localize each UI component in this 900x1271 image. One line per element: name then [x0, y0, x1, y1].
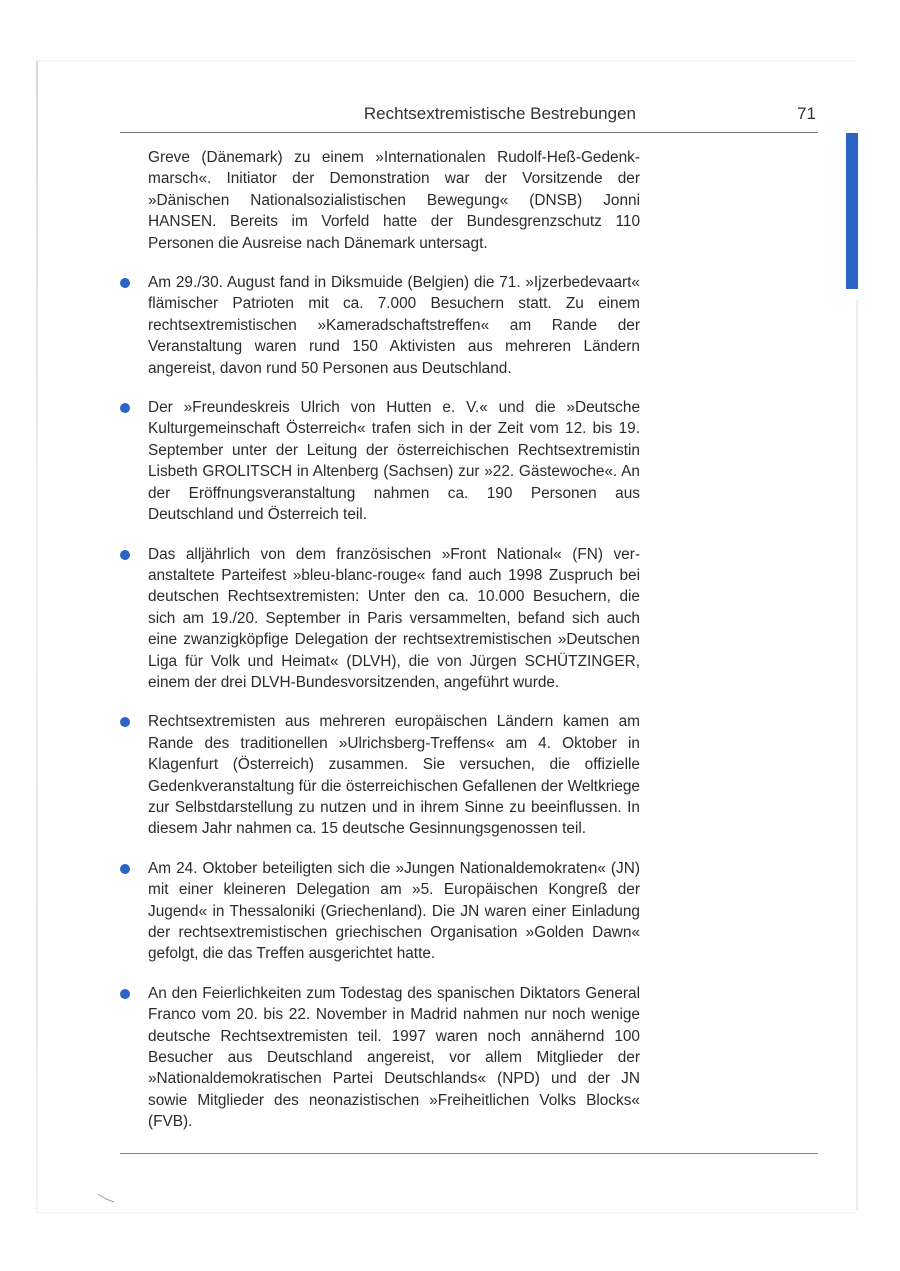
bullet-text-5: Am 24. Oktober beteiligten sich die »Jungen Nationaldemokraten« (JN) mit einer kleineren Delegation am »5. Europäischen Kongreß der Jugend« in Thessaloniki (Griechenland). Die JN waren einer Einladung der rechtsextremistischen griechischen Organisation »Golden Dawn« gefolgt, die das Treffen ausgerichtet hatte. [148, 859, 640, 963]
bullet-item-1 [120, 272, 640, 379]
running-header-title: Rechtsextremistische Bestrebungen [363, 104, 636, 123]
bullet-text-3: Das alljährlich von dem französischen »Front National« (FN) veranstaltete Parteifest »bleu-blanc-rouge« fand auch 1998 Zuspruch bei deutschen Rechtsextremisten: Unter den ca. 10.000 Besuchern, die sich am 19./20. September in Paris versammelten, befand sich auch eine zwanzigköpfige Delegation der rechtsextremistischen »Deutschen Liga für Volk und Heimat« (DLVH), die von Jürgen SCHÜTZINGER, einem der drei DLVH-Bundesvorsitzenden, angeführt wurde. [148, 545, 640, 691]
bullet-text-6: An den Feierlichkeiten zum Todestag des spanischen Diktators General Franco vom 20. bis 22. November in Madrid nahmen nur noch wenige deutsche Rechtsextremisten teil. 1997 waren noch annähernd 100 Besucher aus Deutschland angereist, vor allem Mitglieder der »Nationaldemokratischen Partei Deutschlands« (NPD) und der JN sowie Mitglieder des neonazistischen »Freiheitlichen Volks Blocks« (FVB). [148, 984, 640, 1131]
bullet-dot-icon [120, 550, 130, 560]
chapter-thumb-tab [846, 133, 858, 289]
bullet-text-1: Am 29./30. August fand in Diksmuide (Belgien) die 71. »Ijzerbedevaart« flämischer Patrioten mit ca. 7.000 Besuchern statt. Zu einem rechtsextremistischen »Kameradschaftstreffen« am Rande der Veranstaltung waren rund 150 Aktivisten aus mehreren Ländern angereist, davon rund 50 Personen aus Deutschland. [148, 274, 640, 377]
bullet-dot-icon [120, 864, 130, 874]
bullet-text-2: Der »Freundeskreis Ulrich von Hutten e. V.« und die »Deutsche Kulturgemeinschaft Österreich« trafen sich in der Zeit vom 12. bis 19. September unter der Leitung der österreichischen Rechtsextremistin Lisbeth GROLITSCH in Altenberg (Sachsen) zur »22. Gästewoche«. An der Eröffnungsveranstaltung nahmen ca. 190 Personen aus Deutschland und Österreich teil. [148, 399, 640, 524]
continuation-paragraph: Greve (Dänemark) zu einem »Internationalen Rudolf-Heß-Gedenkmarsch«. Initiator der Demonstration war der Vorsitzende der »Dänischen Nationalsozialistischen Bewegung« (DNSB) Jonni HANSEN. Bereits im Vorfeld hatte der Bundesgrenzschutz 110 Personen die Ausreise nach Dänemark untersagt. [148, 149, 640, 252]
bullet-dot-icon [120, 403, 130, 413]
bullet-dot-icon [120, 989, 130, 999]
page-number: 71 [797, 104, 816, 123]
header-rule [120, 132, 818, 133]
scan-edge-top [36, 60, 856, 61]
bullet-item-5 [120, 858, 640, 965]
footer-rule [120, 1153, 818, 1154]
bullet-item-3 [120, 544, 640, 694]
scan-edge-bottom [36, 1212, 856, 1213]
bullet-item-6 [120, 983, 640, 1133]
scan-edge-left [36, 60, 38, 1210]
bullet-text-4: Rechtsextremisten aus mehreren europäischen Ländern kamen am Rande des traditionellen »Ulrichsberg-Treffens« am 4. Oktober in Klagenfurt (Österreich) zusammen. Sie versuchen, die offizielle Gedenkveranstaltung für die österreichischen Gefallenen der Weltkriege zur Selbstdarstellung zu nutzen und in ihrem Sinne zu beeinflussen. In diesem Jahr nahmen ca. 15 deutsche Gesinnungsgenossen teil. [148, 713, 640, 838]
bullet-item-4 [120, 711, 640, 839]
bullet-dot-icon [120, 717, 130, 727]
page-body [120, 147, 640, 1151]
bullet-item-2 [120, 397, 640, 525]
bullet-dot-icon [120, 278, 130, 288]
scan-mark-icon [96, 1192, 116, 1204]
scan-edge-right [856, 300, 858, 1210]
